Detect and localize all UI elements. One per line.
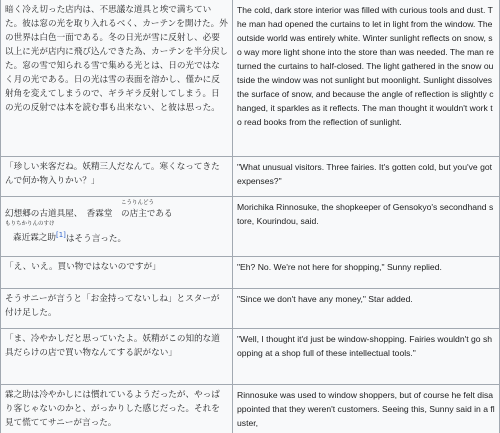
english-cell: Rinnosuke was used to window shoppers, but of course he felt disappointed that they weren't customers. Seeing this, Sunny said in a fluster, — [233, 384, 500, 433]
furigana-rinnosuke: もりちかりんのすけ — [5, 220, 55, 227]
english-cell: Morichika Rinnosuke, the shopkeeper of Gensokyo's secondhand store, Kourindou, said. — [233, 196, 500, 256]
japanese-cell: 「え、いえ。買い物ではないのですが」 — [1, 256, 233, 288]
english-cell: "What unusual visitors. Three fairies. It's gotten cold, but you've got expenses?" — [233, 156, 500, 196]
english-cell: "Well, I thought it'd just be window-shopping. Fairies wouldn't go shopping at a shop full of these intellectual tools." — [233, 328, 500, 384]
english-cell: The cold, dark store interior was filled with curious tools and dust. The man had opened the curtains to let in light from the window. The outside world was entirely white. Winter sunlight reflects on snow, so way more light shone into the store than was needed. The man returned the curtains to half-closed. The light gathered in the snow outside the window was not sunlight but moonlight. Sunlight dissolves the surface of snow, and because the angle of reflection is slightly changed, it sparkles as it reflects. The man thought it wouldn't work to read books from the reflection of sunlight. — [233, 0, 500, 156]
japanese-name: 森近霖之助 — [13, 233, 56, 244]
japanese-cell: 霖之助は冷やかしには慣れているようだったが、やっぱり客じゃないのかと、がっかりした感じだった。それを見て慌ててサニーが言った。 — [1, 384, 233, 433]
japanese-cell: 「ま、冷やかしだと思っていたよ。妖精がこの知的な道具だらけの店で買い物なんてする訳がない」 — [1, 328, 233, 384]
japanese-line: 幻想郷の古道具屋、 香霖堂 の店主である — [5, 208, 173, 219]
japanese-cell: そうサニーが言うと「お金持ってないしね」とスターが付け足した。 — [1, 288, 233, 328]
japanese-cell: 暗く冷え切った店内は、不思議な道具と埃で満ちていた。彼は窓の光を取り入れるべく、カーテンを開けた。外の世界は白色一面である。冬の日光が雪に反射し、必要以上に光が店内に飛び込んできた為、カーテンを半分戻した。窓の雪で知られる雪で集める光とは、日の光ではなく月の光である。日の光は雪の表面を溶かし、僅かに反射角を変えてしまうので、ギラギラ反射してしまう。日の光の反射では本を読む事も出来ない、と彼は思った。 — [1, 0, 233, 156]
table-row — [1, 384, 500, 433]
table-row — [1, 156, 500, 196]
english-cell: "Eh? No. We're not here for shopping," Sunny replied. — [233, 256, 500, 288]
footnote-link[interactable]: [1] — [55, 230, 66, 239]
japanese-cell — [1, 196, 233, 256]
table-row — [1, 328, 500, 384]
table-row — [1, 256, 500, 288]
japanese-line: はそう言った。 — [65, 233, 127, 244]
table-row — [1, 288, 500, 328]
table-row — [1, 0, 500, 156]
furigana-kourindou: こうりんどう — [121, 199, 155, 206]
english-cell: "Since we don't have any money," Star added. — [233, 288, 500, 328]
table-row — [1, 196, 500, 256]
japanese-cell: 「珍しい来客だね。妖精三人だなんて。寒くなってきたんで何か物入りかい？」 — [1, 156, 233, 196]
